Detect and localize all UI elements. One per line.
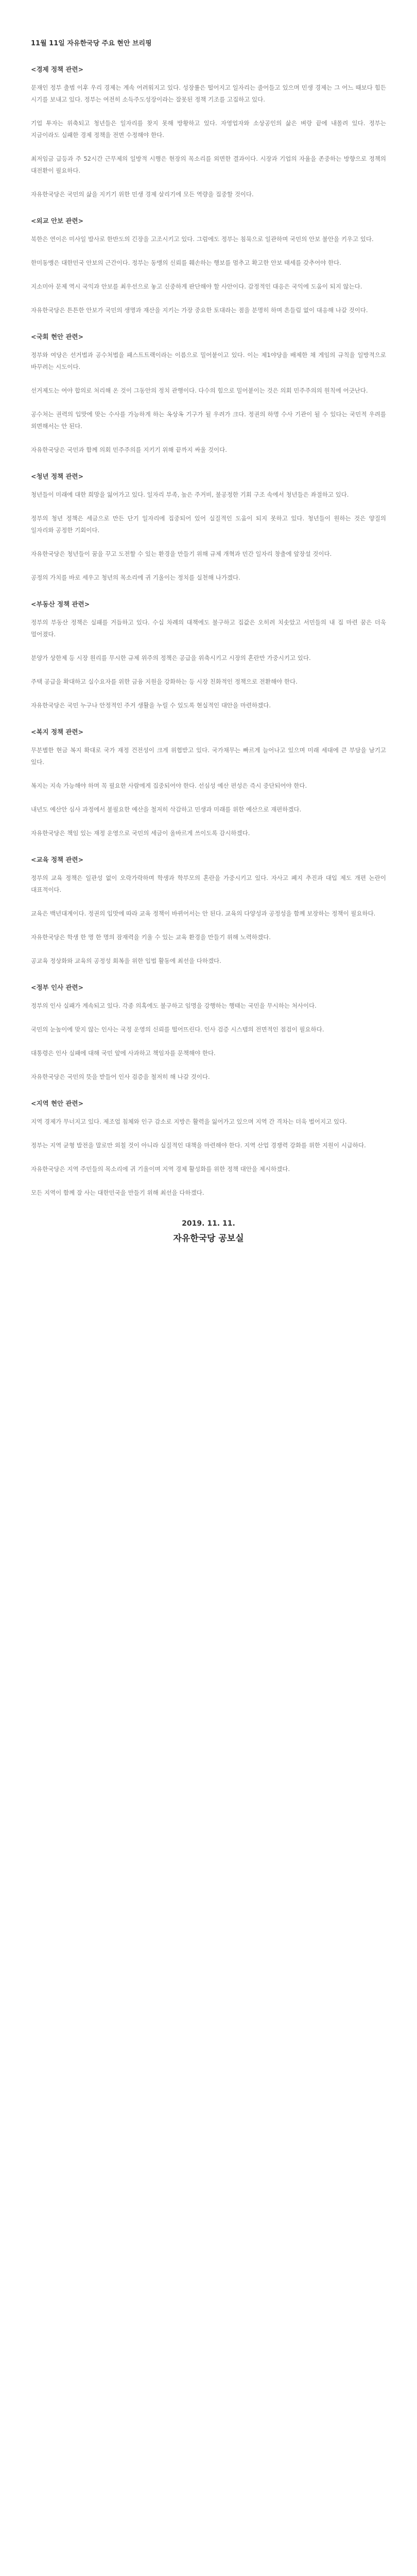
release-date: 2019. 11. 11. [182, 1219, 235, 1228]
section-paragraph: 정부의 부동산 정책은 실패를 거듭하고 있다. 수십 차례의 대책에도 불구하고 집값은 오히려 치솟았고 서민들의 내 집 마련 꿈은 더욱 멀어졌다. [31, 619, 386, 638]
section [31, 64, 386, 200]
section-paragraph: 복지는 지속 가능해야 하며 꼭 필요한 사람에게 집중되어야 한다. 선심성 예산 편성은 즉시 중단되어야 한다. [31, 782, 307, 789]
section-paragraph: 자유한국당은 국민의 삶을 지키기 위한 민생 경제 살리기에 모든 역량을 집중할 것이다. [31, 191, 254, 198]
section-paragraph: 청년들이 미래에 대한 희망을 잃어가고 있다. 일자리 부족, 높은 주거비, 불공정한 기회 구조 속에서 청년들은 좌절하고 있다. [31, 491, 349, 498]
section-title: <교육 정책 관련> [31, 856, 84, 863]
section-title: <정부 인사 관련> [31, 984, 84, 991]
section-paragraph: 공교육 정상화와 교육의 공정성 회복을 위한 입법 활동에 최선을 다하겠다. [31, 957, 221, 964]
section [31, 471, 386, 584]
section-paragraph: 국민의 눈높이에 맞지 않는 인사는 국정 운영의 신뢰를 떨어뜨린다. 인사 검증 시스템의 전면적인 점검이 필요하다. [31, 1026, 324, 1033]
section-title: <외교 안보 관련> [31, 217, 84, 225]
section-paragraph: 대통령은 인사 실패에 대해 국민 앞에 사과하고 책임자를 문책해야 한다. [31, 1049, 216, 1057]
section-paragraph: 무분별한 현금 복지 확대로 국가 재정 건전성이 크게 위협받고 있다. 국가채무는 빠르게 늘어나고 있으며 미래 세대에 큰 부담을 남기고 있다. [31, 747, 386, 766]
section-paragraph: 정부와 여당은 선거법과 공수처법을 패스트트랙이라는 이름으로 밀어붙이고 있다. 이는 제1야당을 배제한 채 게임의 규칙을 일방적으로 바꾸려는 시도이다. [31, 351, 386, 370]
section-paragraph: 분양가 상한제 등 시장 원리를 무시한 규제 위주의 정책은 공급을 위축시키고 시장의 혼란만 가중시키고 있다. [31, 654, 311, 662]
section-title: <국회 현안 관련> [31, 333, 84, 341]
section-paragraph: 최저임금 급등과 주 52시간 근무제의 일방적 시행은 현장의 목소리를 외면한 결과이다. 시장과 기업의 자율을 존중하는 방향으로 정책의 대전환이 필요하다. [31, 155, 386, 174]
section [31, 982, 386, 1083]
section-paragraph: 북한은 연이은 미사일 발사로 한반도의 긴장을 고조시키고 있다. 그럼에도 정부는 침묵으로 일관하며 국민의 안보 불안을 키우고 있다. [31, 235, 374, 243]
section-paragraph: 자유한국당은 국민의 뜻을 받들어 인사 검증을 철저히 해 나갈 것이다. [31, 1073, 210, 1080]
section-paragraph: 자유한국당은 튼튼한 안보가 국민의 생명과 재산을 지키는 가장 중요한 토대라는 점을 분명히 하며 흔들림 없이 대응해 나갈 것이다. [31, 307, 368, 314]
section-paragraph: 자유한국당은 국민 누구나 안정적인 주거 생활을 누릴 수 있도록 현실적인 대안을 마련하겠다. [31, 702, 271, 709]
section-paragraph: 지역 경제가 무너지고 있다. 제조업 침체와 인구 감소로 지방은 활력을 잃어가고 있으며 지역 간 격차는 더욱 벌어지고 있다. [31, 1118, 347, 1125]
section-paragraph: 자유한국당은 청년들이 꿈을 꾸고 도전할 수 있는 환경을 만들기 위해 규제 개혁과 민간 일자리 창출에 앞장설 것이다. [31, 550, 332, 557]
document-body [0, 39, 417, 1244]
issuing-organization: 자유한국당 공보실 [173, 1233, 244, 1244]
section [31, 332, 386, 456]
section [31, 727, 386, 839]
section-paragraph: 주택 공급을 확대하고 실수요자를 위한 금융 지원을 강화하는 등 시장 친화적인 정책으로 전환해야 한다. [31, 678, 298, 685]
section [31, 216, 386, 316]
section-paragraph: 정부의 청년 정책은 세금으로 만든 단기 일자리에 집중되어 있어 실질적인 도움이 되지 못하고 있다. 청년들이 원하는 것은 양질의 일자리와 공정한 기회이다. [31, 515, 386, 534]
section-paragraph: 자유한국당은 책임 있는 재정 운영으로 국민의 세금이 올바르게 쓰이도록 감시하겠다. [31, 829, 250, 837]
document-headline: 11월 11일 자유한국당 주요 현안 브리핑 [31, 40, 152, 47]
section-paragraph: 기업 투자는 위축되고 청년들은 일자리를 찾지 못해 방황하고 있다. 자영업자와 소상공인의 삶은 벼랑 끝에 내몰려 있다. 정부는 지금이라도 실패한 경제 정책을 전면 수정해야 한다. [31, 120, 386, 139]
sections-container [31, 64, 386, 1199]
section-paragraph: 정부는 지역 균형 발전을 말로만 외칠 것이 아니라 실질적인 대책을 마련해야 한다. 지역 산업 경쟁력 강화를 위한 지원이 시급하다. [31, 1142, 366, 1149]
section-title: <부동산 정책 관련> [31, 600, 90, 608]
section-title: <청년 정책 관련> [31, 472, 84, 480]
section-paragraph: 교육은 백년대계이다. 정권의 입맛에 따라 교육 정책이 바뀌어서는 안 된다. 교육의 다양성과 공정성을 함께 보장하는 정책이 필요하다. [31, 910, 376, 917]
section [31, 599, 386, 711]
section-paragraph: 자유한국당은 학생 한 명 한 명의 잠재력을 키울 수 있는 교육 환경을 만들기 위해 노력하겠다. [31, 934, 271, 941]
section-paragraph: 문재인 정부 출범 이후 우리 경제는 계속 어려워지고 있다. 성장률은 떨어지고 일자리는 줄어들고 있으며 민생 경제는 그 어느 때보다 힘든 시기를 보내고 있다. 정부는 여전히 소득주도성장이라는 잘못된 정책 기조를 고집하고 있다. [31, 84, 386, 103]
section-paragraph: 공정의 가치를 바로 세우고 청년의 목소리에 귀 기울이는 정치를 실천해 나가겠다. [31, 574, 240, 581]
section-paragraph: 자유한국당은 지역 주민들의 목소리에 귀 기울이며 지역 경제 활성화를 위한 정책 대안을 제시하겠다. [31, 1165, 290, 1173]
section-paragraph: 모든 지역이 함께 잘 사는 대한민국을 만들기 위해 최선을 다하겠다. [31, 1189, 204, 1196]
section-paragraph: 공수처는 권력의 입맛에 맞는 수사를 가능하게 하는 옥상옥 기구가 될 우려가 크다. 정권의 하명 수사 기관이 될 수 있다는 국민적 우려를 외면해서는 안 된다. [31, 411, 386, 430]
section-title: <경제 정책 관련> [31, 65, 84, 73]
section-paragraph: 자유한국당은 국민과 함께 의회 민주주의를 지키기 위해 끝까지 싸울 것이다. [31, 446, 227, 453]
section [31, 855, 386, 967]
section-paragraph: 정부의 교육 정책은 일관성 없이 오락가락하며 학생과 학부모의 혼란을 가중시키고 있다. 자사고 폐지 추진과 대입 제도 개편 논란이 대표적이다. [31, 874, 386, 893]
section-paragraph: 정부의 인사 실패가 계속되고 있다. 각종 의혹에도 불구하고 임명을 강행하는 행태는 국민을 무시하는 처사이다. [31, 1002, 317, 1009]
section-title: <복지 정책 관련> [31, 728, 84, 736]
section-paragraph: 지소미아 문제 역시 국익과 안보를 최우선으로 놓고 신중하게 판단해야 할 사안이다. 감정적인 대응은 국익에 도움이 되지 않는다. [31, 283, 362, 290]
section [31, 1098, 386, 1199]
section-paragraph: 내년도 예산안 심사 과정에서 불필요한 예산을 철저히 삭감하고 민생과 미래를 위한 예산으로 재편하겠다. [31, 806, 302, 813]
section-title: <지역 현안 관련> [31, 1099, 84, 1107]
section-paragraph: 선거제도는 여야 합의로 처리해 온 것이 그동안의 정치 관행이다. 다수의 힘으로 밀어붙이는 것은 의회 민주주의의 원칙에 어긋난다. [31, 387, 368, 394]
section-paragraph: 한미동맹은 대한민국 안보의 근간이다. 정부는 동맹의 신뢰를 훼손하는 행보를 멈추고 확고한 안보 태세를 갖추어야 한다. [31, 259, 341, 266]
